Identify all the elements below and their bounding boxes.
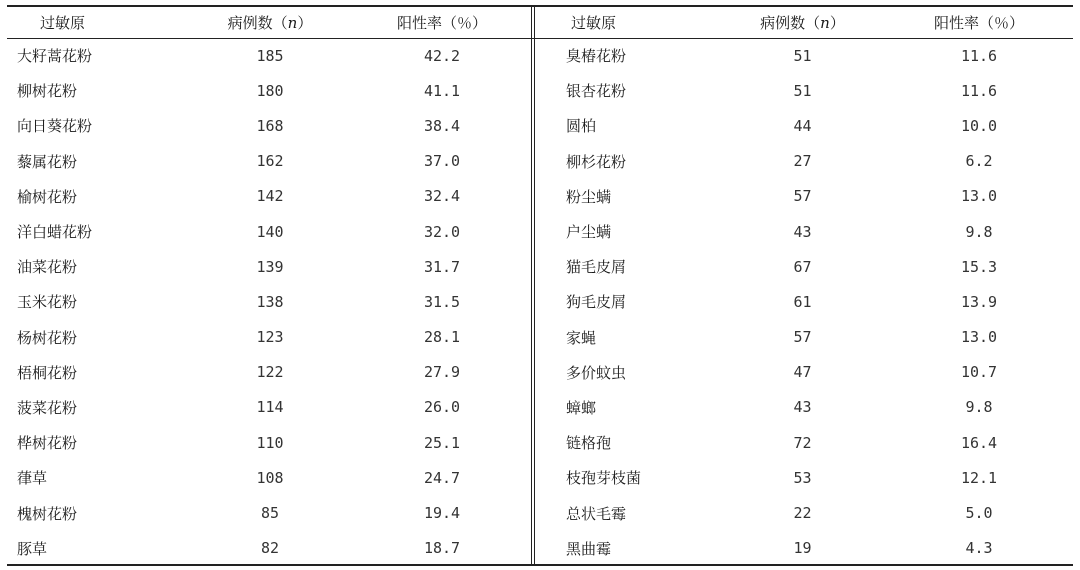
positive-rate: 15.3 <box>960 257 998 276</box>
case-count: 43 <box>793 222 812 241</box>
table-row <box>535 284 1073 319</box>
case-count: 51 <box>793 46 812 65</box>
positive-rate: 26.0 <box>423 398 461 417</box>
positive-rate: 16.4 <box>960 433 998 452</box>
positive-rate: 31.7 <box>423 257 461 276</box>
case-count: 19 <box>793 539 812 558</box>
table-row <box>7 355 531 390</box>
positive-rate: 13.9 <box>960 292 998 311</box>
case-count: 72 <box>793 433 812 452</box>
case-count: 138 <box>256 292 284 311</box>
positive-rate: 31.5 <box>423 292 461 311</box>
allergen-name: 桦树花粉 <box>17 434 78 453</box>
allergen-name: 猫毛皮屑 <box>566 258 627 277</box>
allergen-table-right <box>535 7 1073 566</box>
positive-rate: 24.7 <box>423 468 461 487</box>
header-cases <box>720 7 885 38</box>
allergen-name: 链格孢 <box>566 434 612 453</box>
positive-rate: 42.2 <box>423 46 461 65</box>
allergen-name: 葎草 <box>17 469 48 488</box>
allergen-name: 杨树花粉 <box>17 328 78 347</box>
header-allergen-label: 过敏原 <box>571 14 617 32</box>
header-rate <box>353 7 531 38</box>
positive-rate: 13.0 <box>960 328 998 347</box>
allergen-name: 家蝇 <box>566 328 597 347</box>
table-row <box>7 249 531 284</box>
table-row <box>535 355 1073 390</box>
positive-rate: 9.8 <box>965 398 993 417</box>
positive-rate: 4.3 <box>965 539 993 558</box>
allergen-name: 总状毛霉 <box>566 504 627 523</box>
allergen-name: 圆柏 <box>566 117 597 136</box>
table-row <box>7 390 531 425</box>
allergen-name: 银杏花粉 <box>566 82 627 101</box>
positive-rate: 32.4 <box>423 187 461 206</box>
case-count: 82 <box>260 539 280 558</box>
positive-rate: 6.2 <box>965 152 993 171</box>
table-row <box>535 179 1073 214</box>
header-rate-label: 阳性率（％） <box>933 14 1024 32</box>
case-count: 22 <box>793 504 812 523</box>
header-cases-suffix: ） <box>829 14 845 32</box>
positive-rate: 12.1 <box>960 468 998 487</box>
allergen-name: 向日葵花粉 <box>17 117 93 136</box>
allergen-name: 大籽蒿花粉 <box>17 47 93 66</box>
allergen-name: 柳树花粉 <box>17 82 78 101</box>
allergen-name: 洋白蜡花粉 <box>17 223 93 242</box>
case-count: 122 <box>256 363 284 382</box>
table-row <box>535 249 1073 284</box>
case-count: 53 <box>793 468 812 487</box>
case-count: 142 <box>256 187 284 206</box>
case-count: 27 <box>793 152 812 171</box>
case-count: 57 <box>793 328 812 347</box>
table-row <box>535 495 1073 530</box>
table-row <box>7 495 531 530</box>
allergen-name: 藜属花粉 <box>17 152 78 171</box>
positive-rate: 37.0 <box>423 152 461 171</box>
case-count: 43 <box>793 398 812 417</box>
table-row <box>535 73 1073 108</box>
positive-rate: 32.0 <box>423 222 461 241</box>
table-row <box>7 38 531 73</box>
case-count: 108 <box>256 468 284 487</box>
allergen-name: 豚草 <box>17 539 48 558</box>
allergen-name: 槐树花粉 <box>17 504 78 523</box>
table-row <box>7 108 531 143</box>
case-count: 44 <box>793 116 812 135</box>
positive-rate: 11.6 <box>960 46 998 65</box>
positive-rate: 9.8 <box>965 222 993 241</box>
header-cases-var: n <box>287 14 298 32</box>
table-row <box>7 144 531 179</box>
case-count: 47 <box>793 363 812 382</box>
table-row <box>535 460 1073 495</box>
table-row <box>535 320 1073 355</box>
case-count: 114 <box>256 398 284 417</box>
positive-rate: 11.6 <box>960 81 998 100</box>
case-count: 85 <box>260 504 280 523</box>
case-count: 185 <box>256 46 284 65</box>
positive-rate: 13.0 <box>960 187 998 206</box>
positive-rate: 27.9 <box>423 363 461 382</box>
case-count: 61 <box>793 292 812 311</box>
allergen-name: 蟑螂 <box>566 398 597 417</box>
table-row <box>535 390 1073 425</box>
allergen-name: 柳杉花粉 <box>566 152 627 171</box>
allergen-name: 榆树花粉 <box>17 187 78 206</box>
allergen-name: 多价蚊虫 <box>566 363 627 382</box>
header-rate <box>885 7 1073 38</box>
positive-rate: 18.7 <box>423 539 461 558</box>
positive-rate: 41.1 <box>423 81 461 100</box>
allergen-name: 玉米花粉 <box>17 293 78 312</box>
case-count: 168 <box>256 116 284 135</box>
allergen-name: 梧桐花粉 <box>17 363 78 382</box>
header-cases-prefix: 病例数（ <box>760 14 821 32</box>
table-row <box>535 214 1073 249</box>
header-row <box>7 7 531 38</box>
allergen-name: 粉尘螨 <box>566 187 612 206</box>
table-row <box>535 425 1073 460</box>
table-row <box>7 460 531 495</box>
table-row <box>535 531 1073 566</box>
table-row <box>7 73 531 108</box>
case-count: 51 <box>793 81 812 100</box>
allergen-name: 菠菜花粉 <box>17 398 78 417</box>
positive-rate: 28.1 <box>423 328 461 347</box>
allergen-name: 户尘螨 <box>566 223 612 242</box>
table-row <box>7 425 531 460</box>
header-cases-prefix: 病例数（ <box>227 14 288 32</box>
table-row <box>535 144 1073 179</box>
header-allergen <box>535 7 720 38</box>
allergen-name: 臭椿花粉 <box>566 47 627 66</box>
positive-rate: 10.0 <box>960 116 998 135</box>
table-row <box>7 214 531 249</box>
table-row <box>7 284 531 319</box>
case-count: 110 <box>256 433 284 452</box>
allergen-name: 枝孢芽枝菌 <box>566 469 642 488</box>
case-count: 139 <box>256 257 284 276</box>
positive-rate: 38.4 <box>423 116 461 135</box>
allergen-table-left <box>7 7 531 566</box>
positive-rate: 25.1 <box>423 433 461 452</box>
case-count: 140 <box>256 222 284 241</box>
header-allergen-label: 过敏原 <box>40 14 86 32</box>
case-count: 57 <box>793 187 812 206</box>
positive-rate: 5.0 <box>965 504 993 523</box>
table-row <box>535 108 1073 143</box>
case-count: 123 <box>256 328 284 347</box>
case-count: 162 <box>256 152 284 171</box>
allergen-name: 油菜花粉 <box>17 258 78 277</box>
case-count: 67 <box>793 257 812 276</box>
header-cases-suffix: ） <box>297 14 313 32</box>
header-row <box>535 7 1073 38</box>
table-row <box>535 38 1073 73</box>
allergen-table <box>7 5 1073 567</box>
header-rate-label: 阳性率（％） <box>396 14 487 32</box>
header-cases-var: n <box>820 14 830 32</box>
table-row <box>7 320 531 355</box>
header-cases <box>187 7 353 38</box>
allergen-name: 狗毛皮屑 <box>566 293 627 312</box>
positive-rate: 19.4 <box>423 504 461 523</box>
positive-rate: 10.7 <box>960 363 998 382</box>
case-count: 180 <box>256 81 284 100</box>
allergen-name: 黑曲霉 <box>566 539 612 558</box>
table-row <box>7 179 531 214</box>
header-allergen <box>7 7 187 38</box>
table-row <box>7 531 531 566</box>
